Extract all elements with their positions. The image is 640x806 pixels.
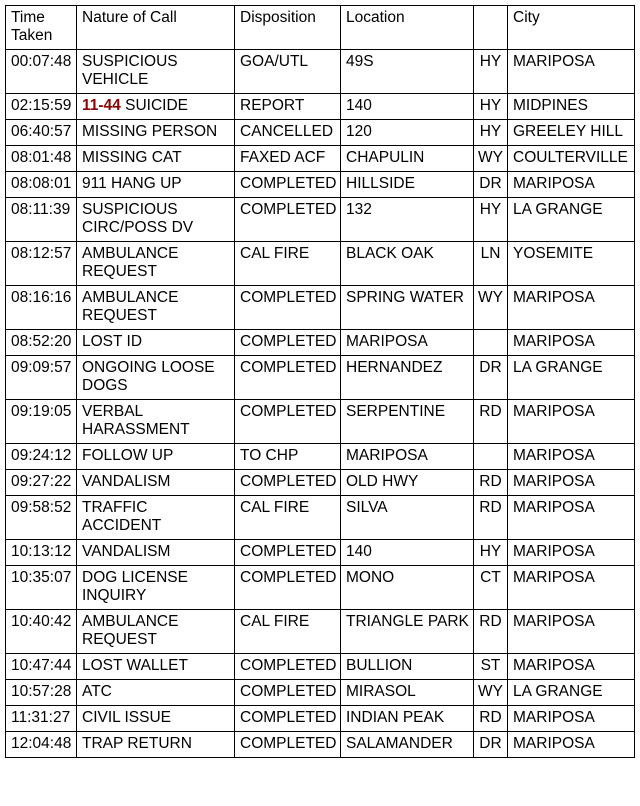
cell-city: MARIPOSA	[508, 654, 635, 680]
nature-text: TRAP RETURN	[82, 735, 192, 752]
nature-text: VERBAL HARASSMENT	[82, 403, 190, 438]
cell-nature	[77, 496, 235, 540]
cell-nature	[77, 470, 235, 496]
cell-suffix: ST	[474, 654, 508, 680]
cell-location: SALAMANDER	[341, 732, 474, 758]
cell-location: BULLION	[341, 654, 474, 680]
table-row	[6, 470, 635, 496]
cell-nature	[77, 356, 235, 400]
table-row	[6, 50, 635, 94]
cell-disposition: CAL FIRE	[235, 610, 341, 654]
cell-time: 10:35:07	[6, 566, 77, 610]
cell-location: 120	[341, 120, 474, 146]
cell-suffix: RD	[474, 706, 508, 732]
nature-text: AMBULANCE REQUEST	[82, 245, 179, 280]
cell-location: SPRING WATER	[341, 286, 474, 330]
table-row	[6, 242, 635, 286]
cell-disposition: TO CHP	[235, 444, 341, 470]
table-row	[6, 732, 635, 758]
cell-suffix	[474, 330, 508, 356]
cell-nature	[77, 242, 235, 286]
cell-city: MARIPOSA	[508, 540, 635, 566]
cell-disposition: COMPLETED	[235, 400, 341, 444]
cell-nature	[77, 680, 235, 706]
cell-location: 140	[341, 94, 474, 120]
cell-location: 132	[341, 198, 474, 242]
cell-time: 11:31:27	[6, 706, 77, 732]
cell-time: 10:57:28	[6, 680, 77, 706]
cell-city: MARIPOSA	[508, 566, 635, 610]
cell-disposition: REPORT	[235, 94, 341, 120]
table-row	[6, 356, 635, 400]
table-row	[6, 330, 635, 356]
table-row	[6, 120, 635, 146]
nature-text: MISSING CAT	[82, 149, 182, 166]
cell-location: OLD HWY	[341, 470, 474, 496]
cell-city: LA GRANGE	[508, 356, 635, 400]
nature-text: AMBULANCE REQUEST	[82, 289, 179, 324]
cell-time: 00:07:48	[6, 50, 77, 94]
table-row	[6, 654, 635, 680]
cell-city: MARIPOSA	[508, 732, 635, 758]
cell-city: LA GRANGE	[508, 198, 635, 242]
cell-disposition: COMPLETED	[235, 286, 341, 330]
cell-location: SILVA	[341, 496, 474, 540]
nature-text: ONGOING LOOSE DOGS	[82, 359, 215, 394]
cell-time: 12:04:48	[6, 732, 77, 758]
cell-nature	[77, 286, 235, 330]
table-row	[6, 198, 635, 242]
cell-location: MARIPOSA	[341, 444, 474, 470]
nature-text: AMBULANCE REQUEST	[82, 613, 179, 648]
cell-disposition: COMPLETED	[235, 470, 341, 496]
cell-time: 09:09:57	[6, 356, 77, 400]
nature-text: VANDALISM	[82, 473, 171, 490]
cell-disposition: COMPLETED	[235, 172, 341, 198]
nature-text: DOG LICENSE INQUIRY	[82, 569, 188, 604]
cell-disposition: COMPLETED	[235, 732, 341, 758]
cell-nature	[77, 706, 235, 732]
cell-nature	[77, 94, 235, 120]
table-row	[6, 680, 635, 706]
column-header-suffix	[474, 6, 508, 50]
cell-location: MARIPOSA	[341, 330, 474, 356]
cell-nature	[77, 50, 235, 94]
table-row	[6, 566, 635, 610]
cell-location: TRIANGLE PARK	[341, 610, 474, 654]
table-row	[6, 146, 635, 172]
nature-text: LOST WALLET	[82, 657, 188, 674]
cell-city: MIDPINES	[508, 94, 635, 120]
cell-suffix: LN	[474, 242, 508, 286]
call-code: 11-44	[82, 97, 121, 114]
table-row	[6, 496, 635, 540]
cell-suffix: DR	[474, 732, 508, 758]
cell-nature	[77, 566, 235, 610]
cell-location: BLACK OAK	[341, 242, 474, 286]
cell-disposition: COMPLETED	[235, 566, 341, 610]
cell-disposition: COMPLETED	[235, 654, 341, 680]
table-row	[6, 610, 635, 654]
column-header-city: City	[508, 6, 635, 50]
cell-suffix: HY	[474, 120, 508, 146]
cell-city: MARIPOSA	[508, 50, 635, 94]
cell-nature	[77, 654, 235, 680]
cell-suffix: WY	[474, 146, 508, 172]
cell-location: INDIAN PEAK	[341, 706, 474, 732]
cell-location: 140	[341, 540, 474, 566]
cell-city: MARIPOSA	[508, 706, 635, 732]
column-header-location: Location	[341, 6, 474, 50]
cell-disposition: CAL FIRE	[235, 242, 341, 286]
cell-nature	[77, 330, 235, 356]
nature-text: CIVIL ISSUE	[82, 709, 172, 726]
cell-nature	[77, 540, 235, 566]
cell-city: MARIPOSA	[508, 172, 635, 198]
cell-disposition: COMPLETED	[235, 680, 341, 706]
cell-time: 08:52:20	[6, 330, 77, 356]
cell-disposition: COMPLETED	[235, 540, 341, 566]
nature-text: SUSPICIOUS VEHICLE	[82, 53, 178, 88]
cell-city: YOSEMITE	[508, 242, 635, 286]
cell-suffix: RD	[474, 610, 508, 654]
table-row	[6, 706, 635, 732]
cell-time: 06:40:57	[6, 120, 77, 146]
cell-city: MARIPOSA	[508, 330, 635, 356]
table-row	[6, 400, 635, 444]
cell-suffix: DR	[474, 172, 508, 198]
cell-time: 09:24:12	[6, 444, 77, 470]
cell-city: MARIPOSA	[508, 496, 635, 540]
cell-nature	[77, 120, 235, 146]
cell-time: 10:47:44	[6, 654, 77, 680]
cell-disposition: COMPLETED	[235, 706, 341, 732]
cell-nature	[77, 610, 235, 654]
cell-time: 08:08:01	[6, 172, 77, 198]
cell-location: CHAPULIN	[341, 146, 474, 172]
cell-disposition: COMPLETED	[235, 356, 341, 400]
cell-time: 09:19:05	[6, 400, 77, 444]
table-row	[6, 172, 635, 198]
cell-disposition: COMPLETED	[235, 198, 341, 242]
nature-text: 911 HANG UP	[82, 175, 182, 192]
cell-city: MARIPOSA	[508, 444, 635, 470]
table-row	[6, 540, 635, 566]
cell-city: LA GRANGE	[508, 680, 635, 706]
cell-nature	[77, 732, 235, 758]
header-row	[6, 6, 635, 50]
cell-disposition: CAL FIRE	[235, 496, 341, 540]
cell-city: MARIPOSA	[508, 286, 635, 330]
cell-city: GREELEY HILL	[508, 120, 635, 146]
cell-city: MARIPOSA	[508, 610, 635, 654]
cell-suffix: RD	[474, 496, 508, 540]
cell-suffix	[474, 444, 508, 470]
cell-disposition: FAXED ACF	[235, 146, 341, 172]
nature-text: MISSING PERSON	[82, 123, 218, 140]
cell-time: 10:40:42	[6, 610, 77, 654]
nature-text: VANDALISM	[82, 543, 171, 560]
cell-location: MIRASOL	[341, 680, 474, 706]
cell-suffix: RD	[474, 470, 508, 496]
cell-disposition: GOA/UTL	[235, 50, 341, 94]
cell-location: 49S	[341, 50, 474, 94]
nature-text: LOST ID	[82, 333, 143, 350]
table-body	[6, 50, 635, 758]
cell-time: 09:27:22	[6, 470, 77, 496]
cell-suffix: WY	[474, 286, 508, 330]
nature-text: SUSPICIOUS CIRC/POSS DV	[82, 201, 194, 236]
cell-time: 08:01:48	[6, 146, 77, 172]
cell-city: COULTERVILLE	[508, 146, 635, 172]
cell-nature	[77, 444, 235, 470]
column-header-time: Time Taken	[6, 6, 77, 50]
nature-text: FOLLOW UP	[82, 447, 174, 464]
call-log-table	[5, 5, 635, 758]
cell-time: 02:15:59	[6, 94, 77, 120]
cell-location: HERNANDEZ	[341, 356, 474, 400]
nature-text: ATC	[82, 683, 112, 700]
cell-suffix: HY	[474, 94, 508, 120]
cell-disposition: CANCELLED	[235, 120, 341, 146]
cell-time: 08:16:16	[6, 286, 77, 330]
cell-nature	[77, 172, 235, 198]
cell-time: 09:58:52	[6, 496, 77, 540]
table-row	[6, 444, 635, 470]
cell-nature	[77, 198, 235, 242]
table-row	[6, 94, 635, 120]
cell-suffix: RD	[474, 400, 508, 444]
cell-time: 10:13:12	[6, 540, 77, 566]
cell-disposition: COMPLETED	[235, 330, 341, 356]
cell-suffix: DR	[474, 356, 508, 400]
cell-suffix: WY	[474, 680, 508, 706]
cell-city: MARIPOSA	[508, 470, 635, 496]
cell-nature	[77, 400, 235, 444]
nature-text: SUICIDE	[125, 97, 188, 114]
cell-time: 08:11:39	[6, 198, 77, 242]
nature-text: TRAFFIC ACCIDENT	[82, 499, 162, 534]
cell-time: 08:12:57	[6, 242, 77, 286]
cell-suffix: CT	[474, 566, 508, 610]
cell-suffix: HY	[474, 540, 508, 566]
cell-suffix: HY	[474, 50, 508, 94]
cell-location: SERPENTINE	[341, 400, 474, 444]
cell-nature	[77, 146, 235, 172]
column-header-disposition: Disposition	[235, 6, 341, 50]
cell-city: MARIPOSA	[508, 400, 635, 444]
cell-location: MONO	[341, 566, 474, 610]
cell-suffix: HY	[474, 198, 508, 242]
cell-location: HILLSIDE	[341, 172, 474, 198]
column-header-nature: Nature of Call	[77, 6, 235, 50]
table-row	[6, 286, 635, 330]
